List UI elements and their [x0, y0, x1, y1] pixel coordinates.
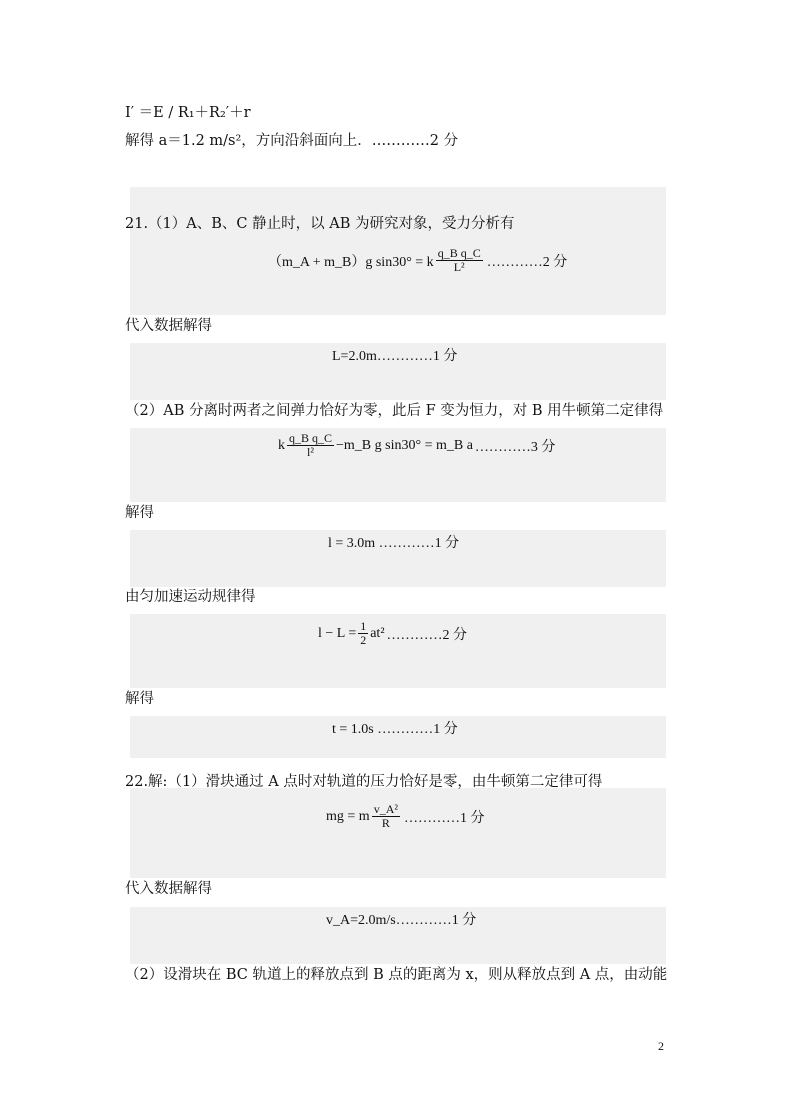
- eq3-score: …………3 分: [474, 439, 556, 455]
- eq2-text: L=2.0m…………1 分: [332, 349, 458, 364]
- eq7-denominator: R: [381, 816, 390, 830]
- eq5-score: …………2 分: [386, 627, 468, 643]
- text-line-q22-intro: 22.解:（1）滑块通过 A 点时对轨道的压力恰好是零，由牛顿第二定律可得: [125, 774, 603, 790]
- eq1-numerator: q_B q_C: [437, 246, 481, 260]
- equation-kinematics: [318, 620, 467, 647]
- text-line-solve-1: 解得: [125, 505, 154, 521]
- eq3-rest: −m_B g sin30° = m_B a: [336, 437, 473, 453]
- eq1-left: （m_A + m_B）g sin30° = k: [268, 254, 434, 270]
- page-number: 2: [658, 1039, 664, 1053]
- shade-block-7: [130, 788, 666, 878]
- eq7-fraction: [372, 803, 400, 830]
- equation-vA-result: [326, 909, 476, 929]
- eq5-denominator: 2: [360, 633, 367, 647]
- eq5-left: l − L =: [318, 625, 357, 641]
- text-line-substitute-2: 代入数据解得: [125, 881, 212, 897]
- eq4-text: l = 3.0m …………1 分: [328, 536, 460, 551]
- equation-t-result: [332, 718, 458, 738]
- eq8-text: v_A=2.0m/s…………1 分: [326, 913, 477, 928]
- text-line-q22-part2: （2）设滑块在 BC 轨道上的释放点到 B 点的距离为 x，则从释放点到 A 点，由动能: [125, 967, 668, 983]
- equation-static-balance: [268, 247, 567, 274]
- eq3-denominator: l²: [307, 445, 314, 459]
- eq1-denominator: L²: [453, 260, 465, 274]
- text-line-q21-part2: （2）AB 分离时两者之间弹力恰好为零，此后 F 变为恒力，对 B 用牛顿第二定律得: [125, 403, 664, 419]
- equation-L-result: [332, 345, 457, 365]
- equation-centripetal: [326, 803, 484, 830]
- eq1-fraction: [436, 247, 483, 274]
- eq5-numerator: 1: [360, 619, 367, 633]
- eq7-score: …………1 分: [403, 810, 485, 826]
- eq7-left: mg = m: [326, 808, 370, 824]
- eq5-rest: at²: [370, 625, 385, 641]
- text-line-current: I′ ＝E / R₁＋R₂′＋r: [125, 105, 251, 121]
- text-line-solve-2: 解得: [125, 691, 154, 707]
- text-line-accel-result: 解得 a＝1.2 m/s²，方向沿斜面向上．…………2 分: [125, 133, 459, 149]
- equation-newton-B: [278, 432, 555, 459]
- eq6-text: t = 1.0s …………1 分: [332, 722, 458, 737]
- eq5-fraction: [358, 620, 368, 647]
- eq3-fraction: [287, 432, 334, 459]
- text-line-q21-intro: 21.（1）A、B、C 静止时，以 AB 为研究对象，受力分析有: [125, 216, 515, 232]
- eq3-pre: k: [278, 437, 285, 453]
- equation-l-result: [328, 532, 459, 552]
- eq3-numerator: q_B q_C: [289, 431, 333, 445]
- eq7-numerator: v_A²: [373, 802, 398, 816]
- eq1-score: …………2 分: [486, 254, 568, 270]
- text-line-substitute-1: 代入数据解得: [125, 318, 212, 334]
- text-line-kinematics: 由匀加速运动规律得: [125, 589, 256, 605]
